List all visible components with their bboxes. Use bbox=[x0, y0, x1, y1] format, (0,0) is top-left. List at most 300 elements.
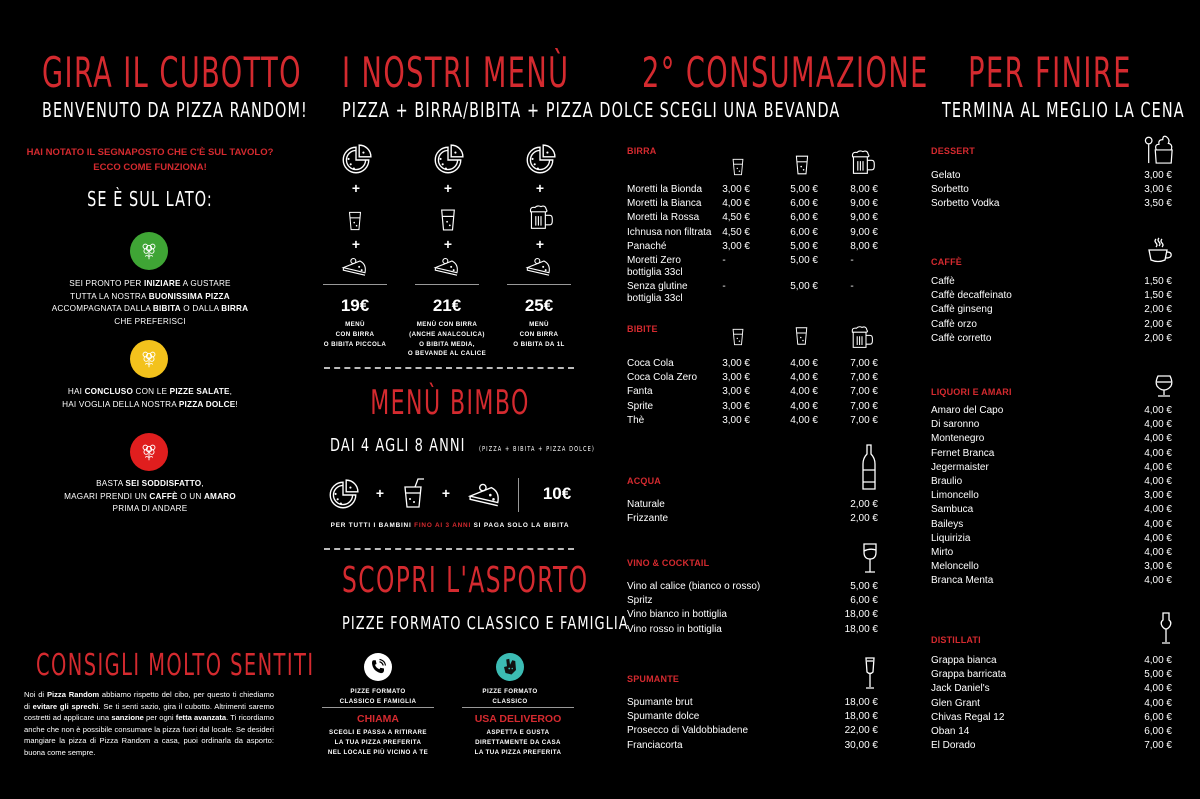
menu-row bbox=[931, 319, 1172, 333]
menu-row bbox=[931, 533, 1172, 547]
item-price: 8,00 € bbox=[850, 184, 878, 195]
format-line: PIZZE FORMATO bbox=[482, 688, 538, 695]
plus-sign: + bbox=[375, 485, 385, 501]
item-price: 4,50 € bbox=[722, 212, 750, 224]
item-name: El Dorado bbox=[931, 740, 976, 752]
item-price: 30,00 € bbox=[844, 739, 878, 751]
item-name-line: Moretti la Bionda bbox=[627, 184, 703, 195]
section-vino-cocktail: VINO & COCKTAIL bbox=[627, 558, 710, 568]
item-name: Caffè ginseng bbox=[931, 304, 993, 316]
menu-row bbox=[627, 372, 887, 386]
item-price: 8,00 € bbox=[850, 240, 878, 252]
menu-row bbox=[931, 561, 1172, 575]
dashed-divider bbox=[324, 548, 574, 550]
coffee-cup-icon bbox=[1146, 235, 1174, 265]
item-name: Meloncello bbox=[931, 561, 979, 573]
section-dessert: DESSERT bbox=[931, 146, 975, 156]
item-price: 5,00 € bbox=[790, 240, 818, 252]
beer-mug-icon bbox=[528, 203, 554, 231]
item-price: 18,00 € bbox=[844, 697, 878, 708]
item-price: 4,00 € bbox=[1144, 547, 1172, 558]
item-price: 4,00 € bbox=[1144, 433, 1172, 445]
vertical-divider bbox=[518, 478, 519, 512]
item-price: 4,00 € bbox=[722, 198, 750, 210]
item-price: - bbox=[850, 255, 854, 266]
item-price: 6,00 € bbox=[850, 595, 878, 607]
item-price: 3,00 € bbox=[722, 358, 750, 369]
item-name-line: bottiglia 33cl bbox=[627, 267, 683, 278]
format-line: PIZZE FORMATO bbox=[350, 688, 406, 695]
item-price: 5,00 € bbox=[1144, 669, 1172, 681]
menu-row bbox=[931, 698, 1172, 712]
desc-line: O BIBITA DA 1L bbox=[513, 340, 565, 348]
menu-row bbox=[931, 304, 1172, 318]
desc-line: O BEVANDE AL CALICE bbox=[407, 350, 487, 358]
menu-row bbox=[627, 281, 887, 309]
item-name: Gelato bbox=[931, 170, 961, 181]
menu-row bbox=[931, 655, 1172, 669]
per-finire-subtitle: TERMINA AL MEGLIO LA CENA bbox=[942, 98, 1185, 122]
plus-sign: + bbox=[443, 236, 453, 252]
column-per-finire bbox=[900, 0, 1200, 799]
red-state-text bbox=[0, 478, 300, 516]
item-price: 6,00 € bbox=[790, 226, 818, 238]
item-price: 3,00 € bbox=[722, 414, 750, 426]
plus-sign: + bbox=[535, 236, 545, 252]
item-price: 1,50 € bbox=[1144, 290, 1172, 302]
item-name: Caffè decaffeinato bbox=[931, 290, 1012, 302]
menu-row bbox=[627, 241, 887, 255]
item-price: 4,00 € bbox=[1144, 476, 1172, 487]
medium-soda-glass-icon bbox=[794, 325, 809, 347]
item-name: Spumante brut bbox=[627, 697, 693, 708]
menu-row bbox=[931, 712, 1172, 726]
menu-row bbox=[627, 697, 878, 711]
menu-row bbox=[627, 415, 887, 429]
bimbo-subtitle-row bbox=[330, 435, 640, 456]
menu-row bbox=[627, 386, 887, 400]
menu-row bbox=[931, 462, 1172, 476]
menu-title: I NOSTRI MENÙ bbox=[342, 48, 570, 97]
column-gira-il-cubotto bbox=[0, 0, 315, 799]
menu-row bbox=[931, 490, 1172, 504]
desc-line: SCEGLI E PASSA A RITIRARE bbox=[329, 729, 427, 736]
item-price: 7,00 € bbox=[850, 386, 878, 398]
item-price: 6,00 € bbox=[790, 198, 818, 210]
intro-line-2: ECCO COME FUNZIONA! bbox=[93, 162, 207, 173]
item-name: Liquirizia bbox=[931, 532, 971, 544]
item-name bbox=[627, 241, 666, 253]
section-caffe: CAFFÈ bbox=[931, 257, 962, 267]
item-name: Spritz bbox=[627, 595, 653, 607]
menu-row bbox=[627, 358, 887, 372]
item-name-line: Coca Cola Zero bbox=[627, 372, 698, 384]
state-line: TUTTA LA NOSTRA BUONISSIMA PIZZA bbox=[70, 291, 230, 301]
menu-row bbox=[627, 255, 887, 283]
item-name: Fernet Branca bbox=[931, 447, 995, 459]
item-price: 18,00 € bbox=[844, 711, 878, 723]
item-price: 3,00 € bbox=[722, 240, 750, 252]
item-name: Jegermaister bbox=[931, 461, 989, 473]
menu-row bbox=[627, 227, 887, 241]
item-price: 3,00 € bbox=[1144, 184, 1172, 196]
menu-row bbox=[627, 740, 878, 754]
red-state-dot bbox=[130, 433, 168, 471]
plus-sign: + bbox=[443, 180, 453, 196]
item-name: Frizzante bbox=[627, 513, 669, 525]
item-name-line: Thè bbox=[627, 414, 645, 426]
item-price: 4,00 € bbox=[1144, 697, 1172, 709]
option-description bbox=[320, 728, 436, 757]
item-price: 3,00 € bbox=[722, 400, 750, 412]
option-format bbox=[320, 687, 436, 707]
wine-glass-icon bbox=[862, 541, 878, 575]
menu-description bbox=[497, 320, 581, 349]
green-state-text bbox=[0, 278, 300, 328]
menu-row bbox=[931, 170, 1172, 184]
format-line: CLASSICO bbox=[492, 697, 528, 705]
menu-row bbox=[931, 575, 1172, 589]
state-line: SEI PRONTO PER INIZIARE A GUSTARE bbox=[69, 279, 231, 288]
option-description bbox=[460, 728, 576, 757]
menu-row bbox=[931, 184, 1172, 198]
item-price: 2,00 € bbox=[1144, 318, 1172, 330]
bimbo-subtitle: DAI 4 AGLI 8 ANNI bbox=[330, 435, 466, 456]
item-price: 1,50 € bbox=[1144, 276, 1172, 287]
section-birra: BIRRA bbox=[627, 146, 657, 156]
pizza-icon bbox=[523, 143, 557, 177]
menu-row bbox=[627, 184, 887, 198]
menu-row bbox=[931, 433, 1172, 447]
menu-description bbox=[313, 320, 397, 349]
small-glass-icon bbox=[731, 157, 745, 177]
menu-row bbox=[931, 333, 1172, 347]
option-action: CHIAMA bbox=[357, 713, 399, 725]
plus-sign: + bbox=[351, 236, 361, 252]
item-name-line: Sprite bbox=[627, 400, 654, 412]
water-bottle-icon bbox=[862, 444, 876, 490]
divider bbox=[322, 707, 434, 708]
menu-row bbox=[931, 405, 1172, 419]
menu-row bbox=[931, 740, 1172, 754]
item-name-line: bottiglia 33cl bbox=[627, 293, 683, 304]
item-price: 18,00 € bbox=[844, 623, 878, 635]
option-format bbox=[452, 687, 568, 707]
menu-row bbox=[627, 212, 887, 226]
flower-icon bbox=[138, 441, 160, 463]
item-price: 4,00 € bbox=[1144, 461, 1172, 473]
bimbo-footer-highlight: FINO AI 3 ANNI bbox=[414, 522, 472, 529]
item-price: 4,00 € bbox=[1144, 518, 1172, 530]
item-name: Vino bianco in bottiglia bbox=[627, 609, 727, 621]
asporto-title: SCOPRI L'ASPORTO bbox=[342, 560, 589, 601]
section-spumante: SPUMANTE bbox=[627, 674, 680, 684]
menu-row bbox=[931, 683, 1172, 697]
menu-row bbox=[931, 198, 1172, 212]
item-price: 3,00 € bbox=[722, 372, 750, 384]
dashed-divider bbox=[324, 367, 574, 369]
item-price: 2,00 € bbox=[1144, 304, 1172, 316]
divider bbox=[462, 707, 574, 708]
item-name: Sorbetto Vodka bbox=[931, 198, 1000, 210]
state-line: CHE PREFERISCI bbox=[114, 316, 186, 326]
menu-row bbox=[627, 581, 878, 595]
item-name: Caffè bbox=[931, 276, 955, 287]
small-soda-glass-icon bbox=[731, 327, 745, 347]
item-price: 4,00 € bbox=[790, 414, 818, 426]
menu-row bbox=[627, 609, 878, 623]
desc-line: NEL LOCALE PIÙ VICINO A TE bbox=[327, 748, 429, 756]
item-name: Mirto bbox=[931, 547, 954, 558]
side-heading: SE È SUL LATO: bbox=[87, 187, 213, 211]
item-price: - bbox=[722, 255, 726, 266]
desc-line: MENÙ bbox=[345, 321, 365, 328]
pizza-icon bbox=[431, 143, 465, 177]
medium-glass-icon bbox=[794, 153, 810, 177]
item-name: Limoncello bbox=[931, 490, 979, 502]
state-line: HAI CONCLUSO CON LE PIZZE SALATE, bbox=[67, 387, 233, 396]
bimbo-note: (PIZZA + BIBITA + PIZZA DOLCE) bbox=[478, 445, 595, 453]
item-name: Vino al calice (bianco o rosso) bbox=[627, 581, 761, 592]
menu-row bbox=[627, 725, 878, 739]
item-name bbox=[627, 255, 683, 279]
item-price: 4,00 € bbox=[1144, 655, 1172, 666]
item-name: Caffè corretto bbox=[931, 332, 992, 344]
menu-row bbox=[627, 711, 878, 725]
consigli-title: CONSIGLI MOLTO SENTITI bbox=[35, 648, 315, 683]
item-price: 4,00 € bbox=[1144, 504, 1172, 516]
menu-row bbox=[931, 476, 1172, 490]
item-price: 4,00 € bbox=[1144, 532, 1172, 544]
menu-row bbox=[931, 519, 1172, 533]
consumazione-subtitle: SCEGLI UNA BEVANDA bbox=[659, 98, 841, 122]
pizza-slice-icon bbox=[525, 256, 553, 276]
divider bbox=[507, 284, 571, 285]
item-name-line: Moretti la Rossa bbox=[627, 212, 700, 224]
menu-row bbox=[931, 726, 1172, 740]
item-price: 4,00 € bbox=[1144, 419, 1172, 431]
menu-row bbox=[931, 669, 1172, 683]
item-price: 4,00 € bbox=[1144, 405, 1172, 416]
section-acqua: ACQUA bbox=[627, 476, 661, 486]
item-price: 5,00 € bbox=[790, 255, 818, 266]
item-name: Grappa bianca bbox=[931, 655, 997, 666]
format-line: CLASSICO E FAMIGLIA bbox=[339, 697, 417, 705]
item-name: Caffè orzo bbox=[931, 318, 977, 330]
item-name-line: Ichnusa non filtrata bbox=[627, 226, 712, 238]
flower-icon bbox=[138, 348, 160, 370]
menu-price: 21€ bbox=[432, 296, 462, 315]
bimbo-footer-pre: PER TUTTI I BAMBINI bbox=[330, 522, 412, 529]
item-price: 5,00 € bbox=[790, 184, 818, 195]
item-price: 5,00 € bbox=[850, 581, 878, 592]
item-price: 4,00 € bbox=[790, 372, 818, 384]
item-name: Amaro del Capo bbox=[931, 405, 1004, 416]
item-price: 3,00 € bbox=[722, 386, 750, 398]
bimbo-title: MENÙ BIMBO bbox=[370, 383, 530, 423]
cubotto-title: GIRA IL CUBOTTO bbox=[41, 48, 302, 97]
item-price: 7,00 € bbox=[850, 400, 878, 412]
item-name: Sambuca bbox=[931, 504, 974, 516]
drink-cup-icon bbox=[402, 476, 426, 510]
item-name bbox=[627, 401, 653, 413]
desc-line: CON BIRRA bbox=[335, 330, 375, 338]
flower-icon bbox=[138, 240, 160, 262]
pizza-slice-icon bbox=[433, 256, 461, 276]
menu-price: 25€ bbox=[524, 296, 554, 315]
menu-row bbox=[931, 276, 1172, 290]
section-bibite: BIBITE bbox=[627, 324, 658, 334]
desc-line: LA TUA PIZZA PREFERITA bbox=[334, 738, 422, 746]
item-price: 7,00 € bbox=[850, 414, 878, 426]
item-name bbox=[627, 212, 699, 224]
small-glass-icon bbox=[347, 210, 363, 232]
item-name-line: Senza glutine bbox=[627, 281, 688, 292]
item-name: Oban 14 bbox=[931, 726, 970, 737]
item-name: Sorbetto bbox=[931, 184, 969, 196]
consumazione-title: 2° CONSUMAZIONE bbox=[642, 48, 929, 97]
state-line: BASTA SEI SODDISFATTO, bbox=[96, 479, 204, 488]
plus-sign: + bbox=[441, 485, 451, 501]
divider bbox=[323, 284, 387, 285]
item-name: Naturale bbox=[627, 499, 665, 510]
bimbo-footer bbox=[300, 522, 600, 529]
green-state-dot bbox=[130, 232, 168, 270]
item-name: Franciacorta bbox=[627, 739, 683, 751]
desc-line: (ANCHE ANALCOLICA) bbox=[409, 330, 485, 338]
phone-icon[interactable] bbox=[364, 653, 392, 681]
flute-glass-icon bbox=[864, 656, 876, 690]
item-price: 4,00 € bbox=[790, 358, 818, 369]
desc-line: MENÙ bbox=[529, 321, 549, 328]
item-name: Jack Daniel's bbox=[931, 683, 990, 695]
menu-price: 19€ bbox=[340, 296, 370, 315]
item-name: Di saronno bbox=[931, 419, 980, 431]
item-name: Montenegro bbox=[931, 433, 985, 445]
desc-line: DIRETTAMENTE DA CASA bbox=[475, 738, 561, 746]
grappa-glass-icon bbox=[1160, 612, 1172, 646]
item-price: 4,00 € bbox=[1144, 575, 1172, 587]
menu-row bbox=[931, 419, 1172, 433]
item-price: 9,00 € bbox=[850, 226, 878, 238]
desc-line: O BIBITA PICCOLA bbox=[323, 340, 387, 348]
column-consumazione bbox=[600, 0, 929, 799]
item-name-line: Coca Cola bbox=[627, 358, 674, 369]
state-line: PRIMA DI ANDARE bbox=[112, 504, 188, 513]
item-price: 9,00 € bbox=[850, 212, 878, 224]
jug-icon bbox=[850, 325, 874, 349]
menu-subtitle: PIZZA + BIRRA/BIBITA + PIZZA DOLCE bbox=[342, 98, 655, 122]
desc-line: MENÙ CON BIRRA bbox=[416, 321, 478, 328]
item-name bbox=[627, 281, 688, 305]
item-price: 4,00 € bbox=[790, 400, 818, 412]
item-price: 2,00 € bbox=[850, 513, 878, 525]
yellow-state-text bbox=[0, 386, 300, 411]
menu-description bbox=[397, 320, 497, 359]
section-liquori-amari: LIQUORI E AMARI bbox=[931, 387, 1012, 397]
item-name: Baileys bbox=[931, 518, 964, 530]
item-price: 2,00 € bbox=[850, 499, 878, 510]
menu-row bbox=[931, 504, 1172, 518]
item-price: 6,00 € bbox=[790, 212, 818, 224]
item-name: Prosecco di Valdobbiadene bbox=[627, 725, 749, 737]
snifter-glass-icon bbox=[1154, 374, 1174, 398]
item-name: Branca Menta bbox=[931, 575, 994, 587]
state-line: HAI VOGLIA DELLA NOSTRA PIZZA DOLCE! bbox=[62, 399, 238, 409]
state-line: ACCOMPAGNATA DALLA BIBITA O DALLA BIRRA bbox=[51, 304, 249, 313]
asporto-subtitle: PIZZE FORMATO CLASSICO E FAMIGLIA bbox=[342, 613, 629, 634]
menu-row bbox=[627, 624, 878, 638]
desc-line: O BIBITA MEDIA, bbox=[419, 340, 475, 348]
item-price: 7,00 € bbox=[850, 358, 878, 369]
consigli-text: Noi di Pizza Random abbiamo rispetto del cibo, per questo ti chiediamo di evitare gli sprechi. Se ti senti sazio, gira il cubotto. Altrimenti saremo costretti ad applicare una sanzione per ogni fetta avanzata. Ti ricordiamo anche che non è possibile consumare la pizza fuori dal locale. Se desideri mangiare la pizza di Pizza Random a casa, puoi ordinarla da asporto: buona come sempre. bbox=[24, 690, 275, 757]
item-price: 7,00 € bbox=[1144, 740, 1172, 752]
medium-glass-icon bbox=[439, 207, 457, 233]
item-name: Vino rosso in bottiglia bbox=[627, 623, 722, 635]
item-price: - bbox=[722, 281, 726, 292]
menu-row bbox=[931, 448, 1172, 462]
item-price: 9,00 € bbox=[850, 198, 878, 210]
item-name: Glen Grant bbox=[931, 697, 980, 709]
item-price: 4,00 € bbox=[790, 386, 818, 398]
plus-sign: + bbox=[535, 180, 545, 196]
item-name-line: Panaché bbox=[627, 240, 667, 252]
item-name: Spumante dolce bbox=[627, 711, 700, 723]
item-name-line: Fanta bbox=[627, 386, 653, 398]
menu-row bbox=[931, 290, 1172, 304]
item-price: 3,00 € bbox=[1144, 170, 1172, 181]
deliveroo-icon[interactable] bbox=[496, 653, 524, 681]
pizza-icon bbox=[339, 143, 373, 177]
bimbo-price: 10€ bbox=[542, 484, 572, 503]
item-price: 7,00 € bbox=[850, 372, 878, 384]
intro-line-1: HAI NOTATO IL SEGNAPOSTO CHE C'È SUL TAVOLO? bbox=[26, 147, 274, 158]
pizza-slice-icon bbox=[341, 256, 369, 276]
item-name-line: Moretti Zero bbox=[627, 255, 681, 266]
beer-mug-icon bbox=[850, 147, 876, 177]
item-name bbox=[627, 415, 644, 427]
cubotto-subtitle: BENVENUTO DA PIZZA RANDOM! bbox=[41, 98, 308, 122]
item-price: 18,00 € bbox=[844, 609, 878, 621]
item-price: 6,00 € bbox=[1144, 726, 1172, 737]
item-price: 3,00 € bbox=[1144, 490, 1172, 502]
item-price: 3,00 € bbox=[1144, 561, 1172, 573]
menu-row bbox=[931, 547, 1172, 561]
menu-row bbox=[627, 198, 887, 212]
item-name bbox=[627, 372, 697, 384]
pizza-slice-icon bbox=[468, 481, 502, 507]
yellow-state-dot bbox=[130, 340, 168, 378]
item-price: 4,00 € bbox=[1144, 447, 1172, 459]
pizza-icon bbox=[326, 478, 360, 512]
item-name bbox=[627, 386, 653, 398]
item-name bbox=[627, 358, 674, 370]
item-price: 3,00 € bbox=[722, 184, 750, 195]
desc-line: CON BIRRA bbox=[519, 330, 559, 338]
desc-line: LA TUA PIZZA PREFERITA bbox=[474, 748, 562, 756]
divider bbox=[415, 284, 479, 285]
item-price: 5,00 € bbox=[790, 281, 818, 292]
item-name: Chivas Regal 12 bbox=[931, 711, 1005, 723]
option-action: USA DELIVEROO bbox=[474, 713, 562, 725]
per-finire-title: PER FINIRE bbox=[968, 48, 1132, 97]
menu-row bbox=[627, 401, 887, 415]
item-price: 4,50 € bbox=[722, 226, 750, 238]
section-distillati: DISTILLATI bbox=[931, 635, 981, 645]
item-price: 4,00 € bbox=[1144, 683, 1172, 695]
item-name: Braulio bbox=[931, 476, 963, 487]
menu-row bbox=[627, 513, 878, 527]
